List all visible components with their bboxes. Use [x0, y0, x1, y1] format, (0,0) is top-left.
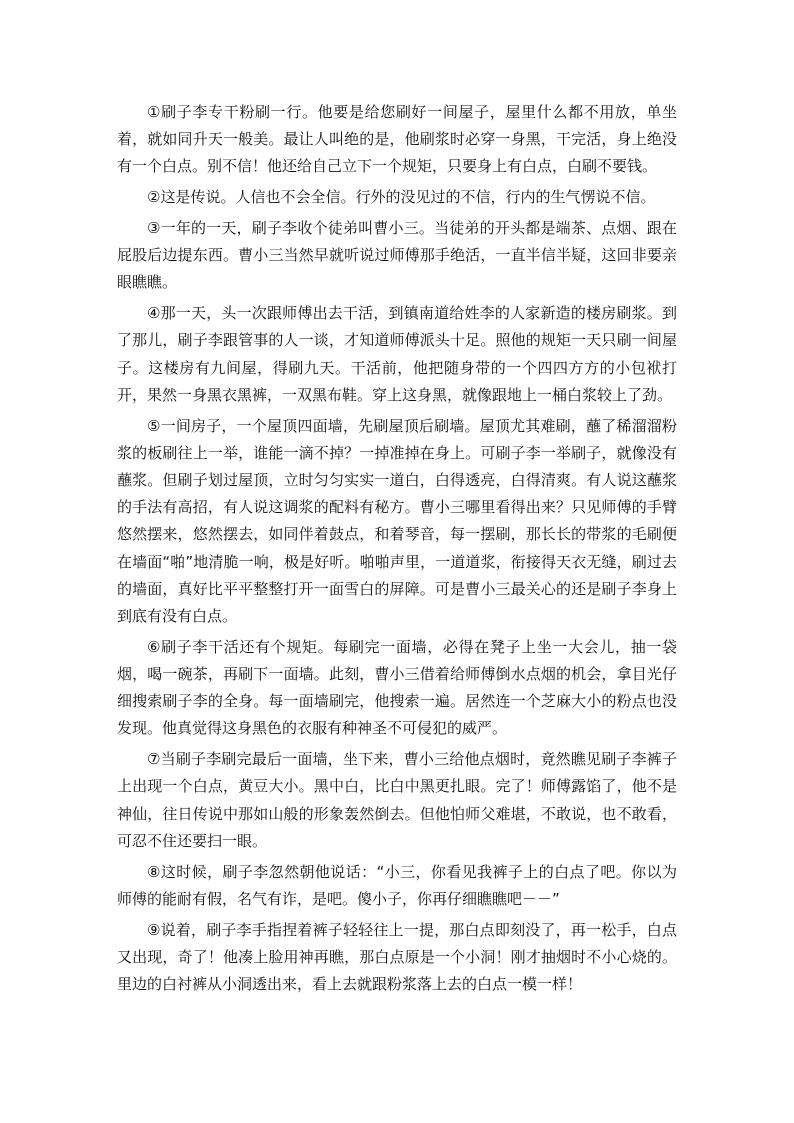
document-body	[117, 99, 677, 1002]
paragraph-5: ⑤一间房子，一个屋顶四面墙，先刷屋顶后刷墙。屋顶尤其难刷，蘸了稀溜溜粉浆的板刷往上一举，谁能一滴不掉？一掉准掉在身上。可刷子李一举刷子，就像没有蘸浆。但刷子划过屋顶，立时匀匀实实一道白，白得透亮，白得清爽。有人说这蘸浆的手法有高招，有人说这调浆的配料有秘方。曹小三哪里看得出来？只见师傅的手臂悠然摆来，悠然摆去，如同伴着鼓点，和着琴音，每一摆刷，那长长的带浆的毛刷便在墙面“啪”地清脆一响，极是好听。啪啪声里，一道道浆，衔接得天衣无缝，刷过去的墙面，真好比平平整整打开一面雪白的屏障。可是曹小三最关心的还是刷子李身上到底有没有白点。	[117, 416, 677, 626]
paragraph-1: ①刷子李专干粉刷一行。他要是给您刷好一间屋子，屋里什么都不用放，单坐着，就如同升天一般美。最让人叫绝的是，他刷浆时必穿一身黑，干完活，身上绝没有一个白点。别不信！他还给自己立下一个规矩，只要身上有白点，白刷不要钱。	[117, 103, 677, 176]
paragraph-4: ④那一天，头一次跟师傅出去干活，到镇南道给姓李的人家新造的楼房刷浆。到了那儿，刷子李跟管事的人一谈，才知道师傅派头十足。照他的规矩一天只刷一间屋子。这楼房有九间屋，得刷九天。干活前，他把随身带的一个四四方方的小包袱打开，果然一身黑衣黑裤，一双黑布鞋。穿上这身黑，就像跟地上一桶白浆较上了劲。	[117, 304, 677, 404]
paragraph-9: ⑨说着，刷子李手指捏着裤子轻轻往上一提，那白点即刻没了，再一松手，白点又出现，奇了！他凑上脸用神再瞧，那白点原是一个小洞！刚才抽烟时不小心烧的。里边的白衬裤从小洞透出来，看上去就跟粉浆落上去的白点一模一样！	[117, 920, 677, 994]
paragraph-6: ⑥刷子李干活还有个规矩。每刷完一面墙，必得在凳子上坐一大会儿，抽一袋烟，喝一碗茶，再刷下一面墙。此刻，曹小三借着给师傅倒水点烟的机会，拿目光仔细搜索刷子李的全身。每一面墙刷完，他搜索一遍。居然连一个芝麻大小的粉点也没发现。他真觉得这身黑色的衣服有种神圣不可侵犯的威严。	[117, 637, 677, 738]
paragraph-8: ⑧这时候，刷子李忽然朝他说话：“小三，你看见我裤子上的白点了吧。你以为师傅的能耐有假，名气有诈，是吧。傻小子，你再仔细瞧瞧吧－－”	[117, 862, 677, 908]
paragraph-2: ②这是传说。人信也不会全信。行外的没见过的不信，行内的生气愣说不信。	[147, 188, 656, 207]
paragraph-3: ③一年的一天，刷子李收个徒弟叫曹小三。当徒弟的开头都是端茶、点烟、跟在屁股后边提东西。曹小三当然早就听说过师傅那手绝活，一直半信半疑，这回非要亲眼瞧瞧。	[117, 219, 677, 292]
paragraph-7: ⑦当刷子李刷完最后一面墙，坐下来，曹小三给他点烟时，竟然瞧见刷子李裤子上出现一个白点，黄豆大小。黑中白，比白中黑更扎眼。完了！师傅露馅了，他不是神仙，往日传说中那如山般的形象轰然倒去。但他怕师父难堪，不敢说，也不敢看，可忍不住还要扫一眼。	[117, 750, 677, 850]
